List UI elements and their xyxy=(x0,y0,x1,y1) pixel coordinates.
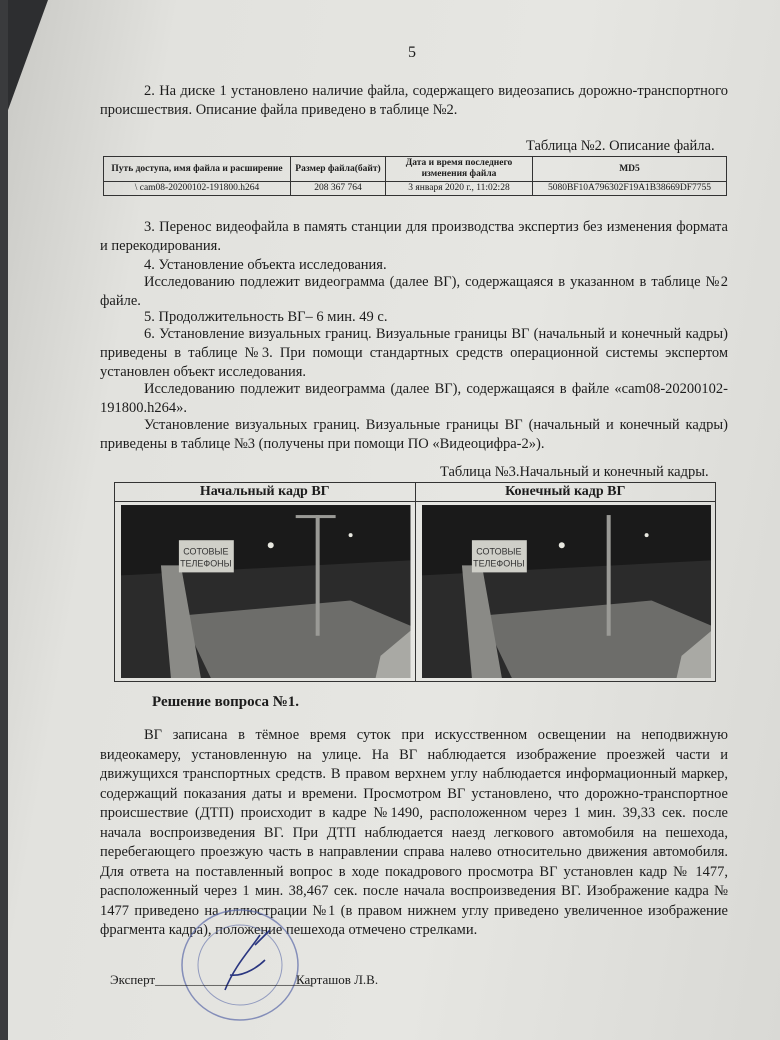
frames-table xyxy=(114,482,716,682)
sign-text-1: СОТОВЫЕ xyxy=(475,546,521,557)
paragraph-4b: Исследованию подлежит видеограмма (далее ВГ), содержащаяся в указанном в таблице №2 файле. xyxy=(100,274,728,309)
file-description-table xyxy=(103,156,727,196)
cell-path: \ cam08-20200102-191800.h264 xyxy=(104,182,291,196)
header-md5: MD5 xyxy=(533,157,727,182)
cell-md5: 5080BF10A796302F19A1B38669DF7755 xyxy=(533,182,727,196)
page-number: 5 xyxy=(408,44,416,61)
conclusion-body: ВГ записана в тёмное время суток при искусственном освещении на неподвижную видеокамеру, установленную на улице. На ВГ наблюдается изображение проезжей части и движущихся транспортных средств. В правом верхнем углу наблюдается информационный маркер, содержащий показания даты и времени. Просмотром ВГ установлено, что дорожно-транспортное происшествие (ДТП) происходит в кадре №1490, расположенном через 1 мин. 39,33 сек. после начала воспроизведения ВГ. При ДТП наблюдается наезд легкового автомобиля на пешехода, перебегающего проезжую часть в направлении справа налево относительно движения автомобиля. Для ответа на поставленный вопрос в ходе покадрового просмотра ВГ установлен кадр № 1477, расположенный через 1 мин. 38,467 сек. после начала воспроизведения ВГ. Изображение кадра № 1477 приведено на иллюстрации №1 (в правом нижнем углу приведено увеличенное изображение фрагмента кадра), положение пешехода отмечено стрелками. xyxy=(100,727,728,938)
sign-text-2: ТЕЛЕФОНЫ xyxy=(472,558,525,569)
header-start-frame: Начальный кадр ВГ xyxy=(115,483,416,501)
end-frame-image xyxy=(416,502,716,682)
table2-caption: Таблица №2. Описание файла. xyxy=(526,138,715,154)
expert-name: Карташов Л.В. xyxy=(296,972,379,987)
cell-date: 3 января 2020 г., 11:02:28 xyxy=(386,182,533,196)
stamp-seal xyxy=(175,905,315,1025)
page-fold xyxy=(8,0,48,110)
paragraph-3: 3. Перенос видеофайла в память станции для производства экспертиз без изменения формата и перекодирования. xyxy=(100,219,728,254)
paragraph-6: 6. Установление визуальных границ. Визуальные границы ВГ (начальный и конечный кадры) приведены в таблице №3. При помощи стандартных средств операционной системы экспертом установлен объект исследования. xyxy=(100,326,728,380)
header-path: Путь доступа, имя файла и расширение xyxy=(104,157,291,182)
paragraph-disk: 2. На диске 1 установлено наличие файла, содержащего видеозапись дорожно-транспортного происшествия. Описание файла приведено в таблице №2. xyxy=(100,83,728,118)
cell-size: 208 367 764 xyxy=(291,182,386,196)
expert-label: Эксперт________________________ xyxy=(110,972,312,987)
paragraph-6c: Установление визуальных границ. Визуальные границы ВГ (начальный и конечный кадры) приведены в таблице №3 (получены при помощи ПО «Видеоцифра-2»). xyxy=(100,417,728,452)
table3-caption: Таблица №3.Начальный и конечный кадры. xyxy=(440,464,709,480)
start-frame-image xyxy=(115,502,416,682)
paragraph-4: 4. Установление объекта исследования. xyxy=(144,257,387,273)
section-heading: Решение вопроса №1. xyxy=(152,694,300,710)
table-row xyxy=(104,182,727,196)
sign-text-2: ТЕЛЕФОНЫ xyxy=(180,558,232,569)
header-date: Дата и время последнего изменения файла xyxy=(386,157,533,182)
frames-table-header xyxy=(115,483,715,502)
paragraph-6b: Исследованию подлежит видеограмма (далее ВГ), содержащаяся в файле «cam08-20200102-191800.h264». xyxy=(100,381,728,416)
paragraph-5: 5. Продолжительность ВГ– 6 мин. 49 с. xyxy=(144,309,388,325)
header-end-frame: Конечный кадр ВГ xyxy=(505,484,626,499)
header-size: Размер файла(байт) xyxy=(291,157,386,182)
table-header-row xyxy=(104,157,727,182)
sign-text-1: СОТОВЫЕ xyxy=(183,546,229,557)
